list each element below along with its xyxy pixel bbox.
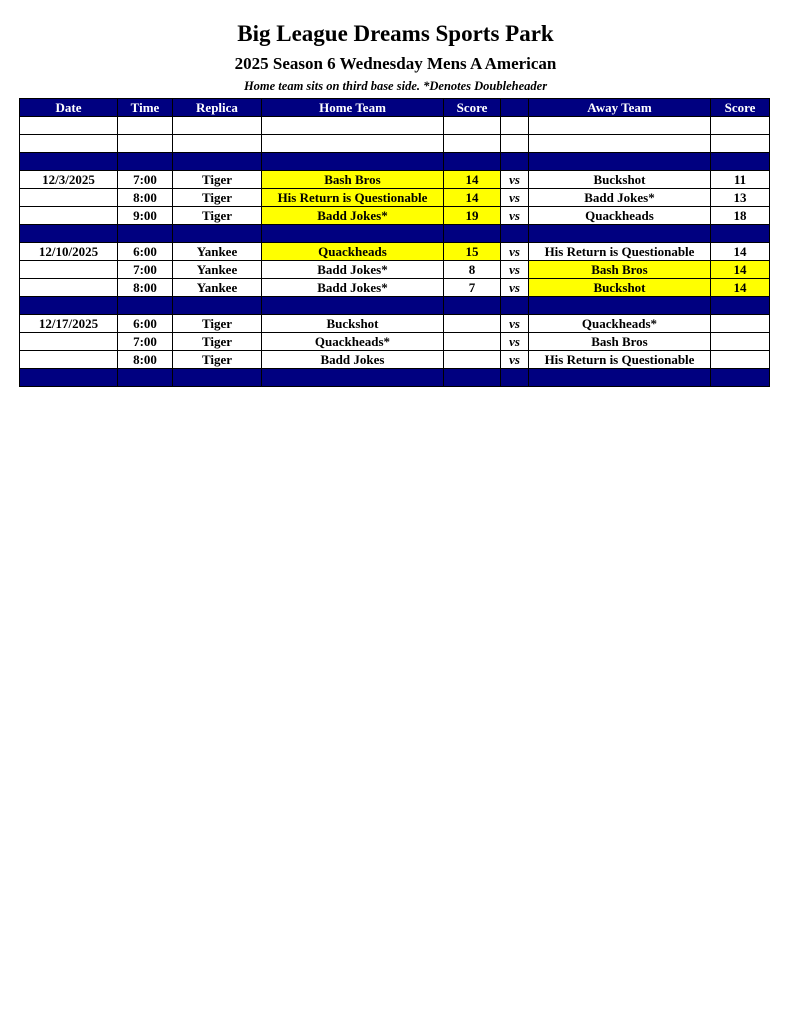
home-team: His Return is Questionable [262,189,444,207]
home-score: 14 [444,171,501,189]
col-header-replica: Replica [173,99,262,117]
blank-row [20,117,770,135]
col-header-vs [501,99,529,117]
game-row [20,351,770,369]
vs-label: vs [501,171,529,189]
game-time: 7:00 [118,261,173,279]
home-score [444,333,501,351]
home-team: Badd Jokes* [262,207,444,225]
game-time: 7:00 [118,333,173,351]
game-replica-field: Tiger [173,207,262,225]
col-header-home-team: Home Team [262,99,444,117]
game-replica-field: Yankee [173,279,262,297]
home-team: Badd Jokes* [262,261,444,279]
game-date: 12/17/2025 [20,315,118,333]
game-time: 9:00 [118,207,173,225]
away-score: 14 [711,279,770,297]
week-separator-row [20,297,770,315]
home-score: 7 [444,279,501,297]
schedule-note: Home team sits on third base side. *Denotes Doubleheader [243,79,548,93]
game-time: 8:00 [118,351,173,369]
game-row [20,261,770,279]
away-team: Buckshot [529,279,711,297]
game-replica-field: Tiger [173,171,262,189]
away-team: Quackheads* [529,315,711,333]
game-time: 6:00 [118,315,173,333]
game-date: 12/10/2025 [20,243,118,261]
home-team: Badd Jokes [262,351,444,369]
col-header-time: Time [118,99,173,117]
schedule-table [19,98,770,387]
col-header-away-score: Score [711,99,770,117]
away-score: 11 [711,171,770,189]
game-replica-field: Tiger [173,315,262,333]
page-title: Big League Dreams Sports Park [237,21,554,46]
home-team: Quackheads* [262,333,444,351]
page-subtitle: 2025 Season 6 Wednesday Mens A American [234,54,557,73]
vs-label: vs [501,207,529,225]
game-replica-field: Yankee [173,261,262,279]
game-row [20,333,770,351]
away-score: 14 [711,261,770,279]
home-score: 8 [444,261,501,279]
game-date: 12/3/2025 [20,171,118,189]
game-date [20,333,118,351]
home-team: Badd Jokes* [262,279,444,297]
game-row [20,171,770,189]
game-row [20,207,770,225]
game-replica-field: Tiger [173,189,262,207]
away-score: 13 [711,189,770,207]
game-row [20,189,770,207]
week-separator-row [20,225,770,243]
week-separator-row [20,369,770,387]
home-team: Quackheads [262,243,444,261]
game-date [20,189,118,207]
away-team: Buckshot [529,171,711,189]
header-row [20,99,770,117]
away-team: Quackheads [529,207,711,225]
game-time: 8:00 [118,279,173,297]
vs-label: vs [501,351,529,369]
game-row [20,315,770,333]
col-header-home-score: Score [444,99,501,117]
vs-label: vs [501,315,529,333]
game-replica-field: Yankee [173,243,262,261]
away-score [711,315,770,333]
away-team: His Return is Questionable [529,243,711,261]
game-time: 6:00 [118,243,173,261]
home-team: Buckshot [262,315,444,333]
col-header-away-team: Away Team [529,99,711,117]
away-score [711,351,770,369]
week-separator-row [20,153,770,171]
away-score: 14 [711,243,770,261]
away-score [711,333,770,351]
vs-label: vs [501,243,529,261]
game-replica-field: Tiger [173,351,262,369]
game-date [20,207,118,225]
blank-row [20,135,770,153]
away-team: Bash Bros [529,261,711,279]
game-time: 7:00 [118,171,173,189]
vs-label: vs [501,279,529,297]
game-date [20,261,118,279]
schedule-body [20,117,770,387]
away-team: His Return is Questionable [529,351,711,369]
col-header-date: Date [20,99,118,117]
game-date [20,279,118,297]
home-score: 15 [444,243,501,261]
home-team: Bash Bros [262,171,444,189]
home-score [444,315,501,333]
vs-label: vs [501,261,529,279]
game-row [20,279,770,297]
home-score [444,351,501,369]
vs-label: vs [501,333,529,351]
away-score: 18 [711,207,770,225]
away-team: Badd Jokes* [529,189,711,207]
vs-label: vs [501,189,529,207]
game-row [20,243,770,261]
game-date [20,351,118,369]
home-score: 19 [444,207,501,225]
away-team: Bash Bros [529,333,711,351]
game-replica-field: Tiger [173,333,262,351]
game-time: 8:00 [118,189,173,207]
home-score: 14 [444,189,501,207]
